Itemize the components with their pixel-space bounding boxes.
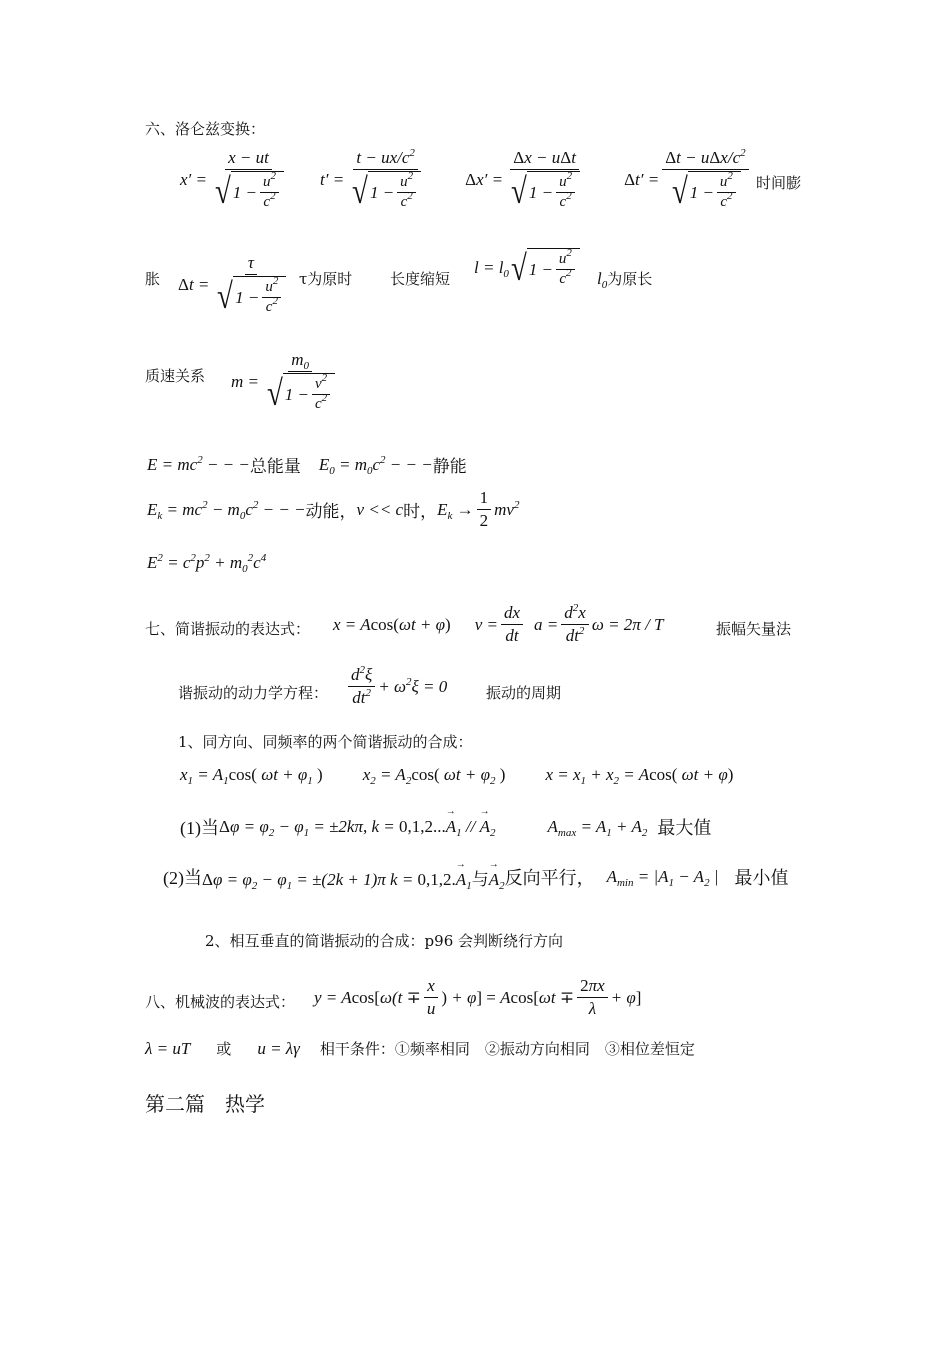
when-label: 时， (403, 502, 438, 521)
rest-energy-label: 静能 (432, 457, 467, 476)
section-8-title: 八、机械波的表达式： (145, 993, 296, 1011)
period-label: 振动的周期 (486, 684, 562, 702)
total-energy-label: 总能量 (249, 457, 301, 476)
time-dilation-formula: Δt = τ √ 1 − $\frac{u^2}{c^2}$ (178, 253, 292, 316)
tau-note: τ为原时 (299, 270, 353, 288)
subsection-1-title: 1、同方向、同频率的两个简谐振动的合成： (178, 733, 473, 751)
mass-velocity-label: 质速关系 (145, 367, 206, 385)
length-contraction-label: 长度缩短 (390, 270, 451, 288)
antiparallel-label: 反向平行， (504, 868, 595, 888)
case-1-when: (1)当 (180, 818, 219, 838)
lorentz-transform-formulas: x′ = x − ut √ 1 − $\frac{u^2}{c^2}$ t′ = $t - ux/c^2$ √ 1 − $\frac{u^2}{c^2}$ Δx′ = Δx − uΔt √ 1 − $\frac{u^2}{c^2}$ Δt′ = Δt − uΔx/$c^2$ √ 1 − $\frac{u^2}{c^2}$ (180, 148, 752, 211)
or-label: 或 (216, 1042, 232, 1058)
wave-equation: y = Acos[ω(t ∓ $\frac{x}{u}$ ) + φ] = Acos[ωt ∓ $\frac{2\pi x}{\lambda}$ + φ] (314, 976, 642, 1018)
dynamics-equation: $\frac{d^2\xi}{dt^2}$ + $\omega^2\xi = 0$ (345, 665, 447, 708)
same-direction-formulas: $x_1 = A_1\cos$( $\omega t + \varphi_1$ ) $x_2 = A_2\cos$( $\omega t + \varphi_2$ ) $x = x_1 + x_2 = Acos$( ωt + φ) (180, 765, 734, 787)
wave-relations: λ = uT 或 u = λγ 相干条件：①频率相同 ②振动方向相同 ③相位差恒定 (145, 1038, 695, 1058)
kinetic-energy-formula: $E_k = mc^2 - m_0c^2$ − − − 动能， v << c 时， $E_k$ → $\frac{1}{2}$ $mv^2$ (147, 488, 520, 530)
subsection-2-title: 2、相互垂直的简谐振动的合成：p96 会判断绕行方向 (205, 932, 564, 950)
section-6-title: 六、洛仑兹变换： (145, 120, 266, 138)
time-dilation-label-a: 时间膨 (756, 174, 802, 192)
part-2-heading: 第二篇 热学 (145, 1092, 265, 1116)
case-2-when: (2)当 (163, 868, 202, 888)
mass-velocity-formula: m = $m_0$ √ 1 − $\frac{v^2}{c^2}$ (231, 350, 341, 413)
min-value-label: 最小值 (734, 868, 789, 888)
case-1-formula: (1)当 $\Delta\varphi = \varphi_2 - \varphi_1 = \pm 2k\pi$, $k = 0,1,2...\to A_1$ // → $A_2$ $A_{max} = A_1 + A_2$ 最大值 (180, 814, 711, 840)
section-7-title: 七、简谐振动的表达式： (145, 620, 311, 638)
kinetic-energy-label: 动能， (305, 502, 357, 521)
dynamics-label: 谐振动的动力学方程： (178, 684, 329, 702)
length-contraction-formula: $l = l_0$ √ 1 − $\frac{u^2}{c^2}$ (474, 248, 580, 288)
case-2-formula: (2)当 $\Delta\varphi = \varphi_2 - \varphi_1 = \pm(2k + 1)\pi$ $k = 0,1,2.\to A_1$与→ $A_2$ 反向平行， $A_{min} = |A_1 - A_2$ | 最小值 (163, 864, 789, 890)
l0-note: $l_0$ 为原长 (597, 268, 653, 291)
time-dilation-label-b: 胀 (145, 270, 161, 288)
amplitude-vector-label: 振幅矢量法 (716, 620, 792, 638)
energy-formulas: $E = mc^2$ − − − 总能量 $E_0 = m_0c^2$ − − − 静能 (147, 453, 467, 477)
coherence-conditions: 相干条件：①频率相同 ②振动方向相同 ③相位差恒定 (319, 1042, 695, 1058)
l0-note-text: 为原长 (607, 270, 653, 288)
shm-formulas: x = Acos(ωt + φ) v = $\frac{dx}{dt}$ a = $\frac{d^2x}{dt^2}$ ω = 2π / T (333, 602, 664, 645)
max-value-label: 最大值 (657, 818, 712, 838)
energy-momentum-formula: $E^2 = c^2p^2 + m_0^2c^4$ (147, 552, 267, 575)
